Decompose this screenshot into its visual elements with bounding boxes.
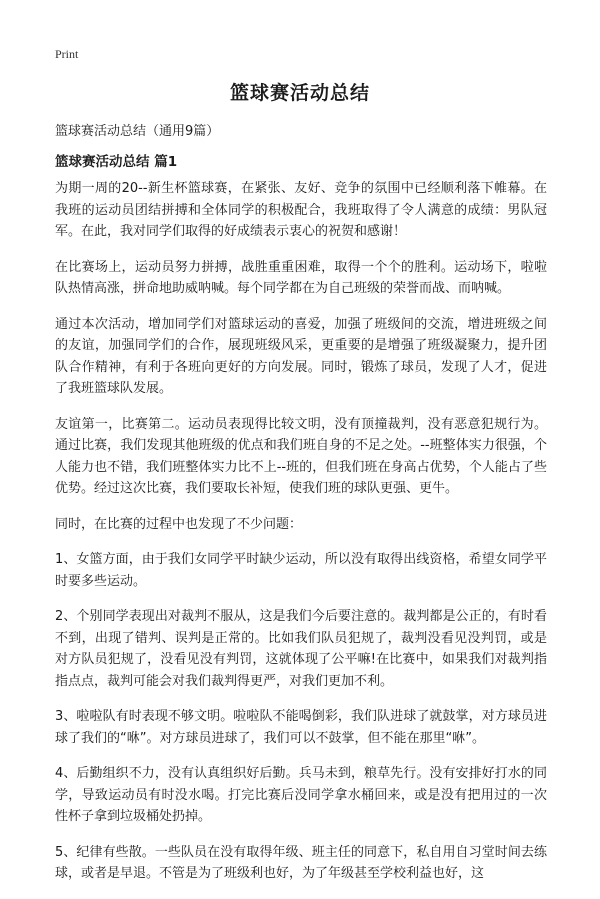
paragraph: 4、后勤组织不力，没有认真组织好后勤。兵马未到，粮草先行。没有安排好打水的同学，导致运动员有时没水喝。打完比赛后没同学拿水桶回来，或是没有把用过的一次性杯子拿到垃圾桶处扔掉。 (55, 766, 547, 824)
print-link[interactable]: Print (55, 47, 79, 61)
paragraph: 2、个别同学表现出对裁判不服从，这是我们今后要注意的。裁判都是公正的，有时看不到，出现了错判、误判是正常的。比如我们队员犯规了，裁判没看见没判罚，或是对方队员犯规了，没看见没有判罚，这就体现了公平嘛!在比赛中，如果我们对裁判指指点点，裁判可能会对我们裁判得更严，对我们更加不利。 (55, 609, 547, 689)
section-heading: 篮球赛活动总结 篇1 (55, 154, 178, 170)
paragraph: 友谊第一，比赛第二。运动员表现得比较文明，没有顶撞裁判，没有恶意犯规行为。通过比赛，我们发现其他班级的优点和我们班自身的不足之处。--班整体实力很强，个人能力也不错，我们班整体实力比不上--班的，但我们班在身高占优势，个人能占了些优势。经过这次比赛，我们要取长补短，使我们班的球队更强、更牛。 (55, 416, 547, 496)
paragraph: 1、女篮方面，由于我们女同学平时缺少运动，所以没有取得出线资格，希望女同学平时要多些运动。 (55, 552, 547, 589)
paragraph: 3、啦啦队有时表现不够文明。啦啦队不能喝倒彩，我们队进球了就鼓掌，对方球员进球了我们的“咻”。对方球员进球了，我们可以不鼓掌，但不能在那里“咻”。 (55, 709, 547, 746)
document-body (55, 178, 547, 899)
paragraph: 5、纪律有些散。一些队员在没有取得年级、班主任的同意下，私自用自习堂时间去练球，或者是早退。不管是为了班级利也好，为了年级甚至学校利益也好，这 (55, 844, 547, 881)
paragraph: 通过本次活动，增加同学们对篮球运动的喜爱，加强了班级间的交流，增进班级之间的友谊，加强同学们的合作，展现班级风采，更重要的是增强了班级凝聚力，提升团队合作精神，有利于各班向更好的方向发展。同时，锻炼了球员，发现了人才，促进了我班篮球队发展。 (55, 316, 547, 396)
document-subtitle: 篮球赛活动总结（通用9篇） (55, 124, 220, 139)
paragraph: 为期一周的20--新生杯篮球赛，在紧张、友好、竞争的氛围中已经顺利落下帷幕。在我班的运动员团结拼搏和全体同学的积极配合，我班取得了令人满意的成绩：男队冠军。在此，我对同学们取得的好成绩表示衷心的祝贺和感谢！ (55, 181, 547, 239)
paragraph: 在比赛场上，运动员努力拼搏，战胜重重困难，取得一个个的胜利。运动场下，啦啦队热情高涨，拼命地助威呐喊。每个同学都在为自己班级的荣誉而战、而呐喊。 (55, 259, 547, 296)
paragraph: 同时，在比赛的过程中也发现了不少问题： (55, 516, 303, 532)
page-title: 篮球赛活动总结 (229, 82, 370, 104)
